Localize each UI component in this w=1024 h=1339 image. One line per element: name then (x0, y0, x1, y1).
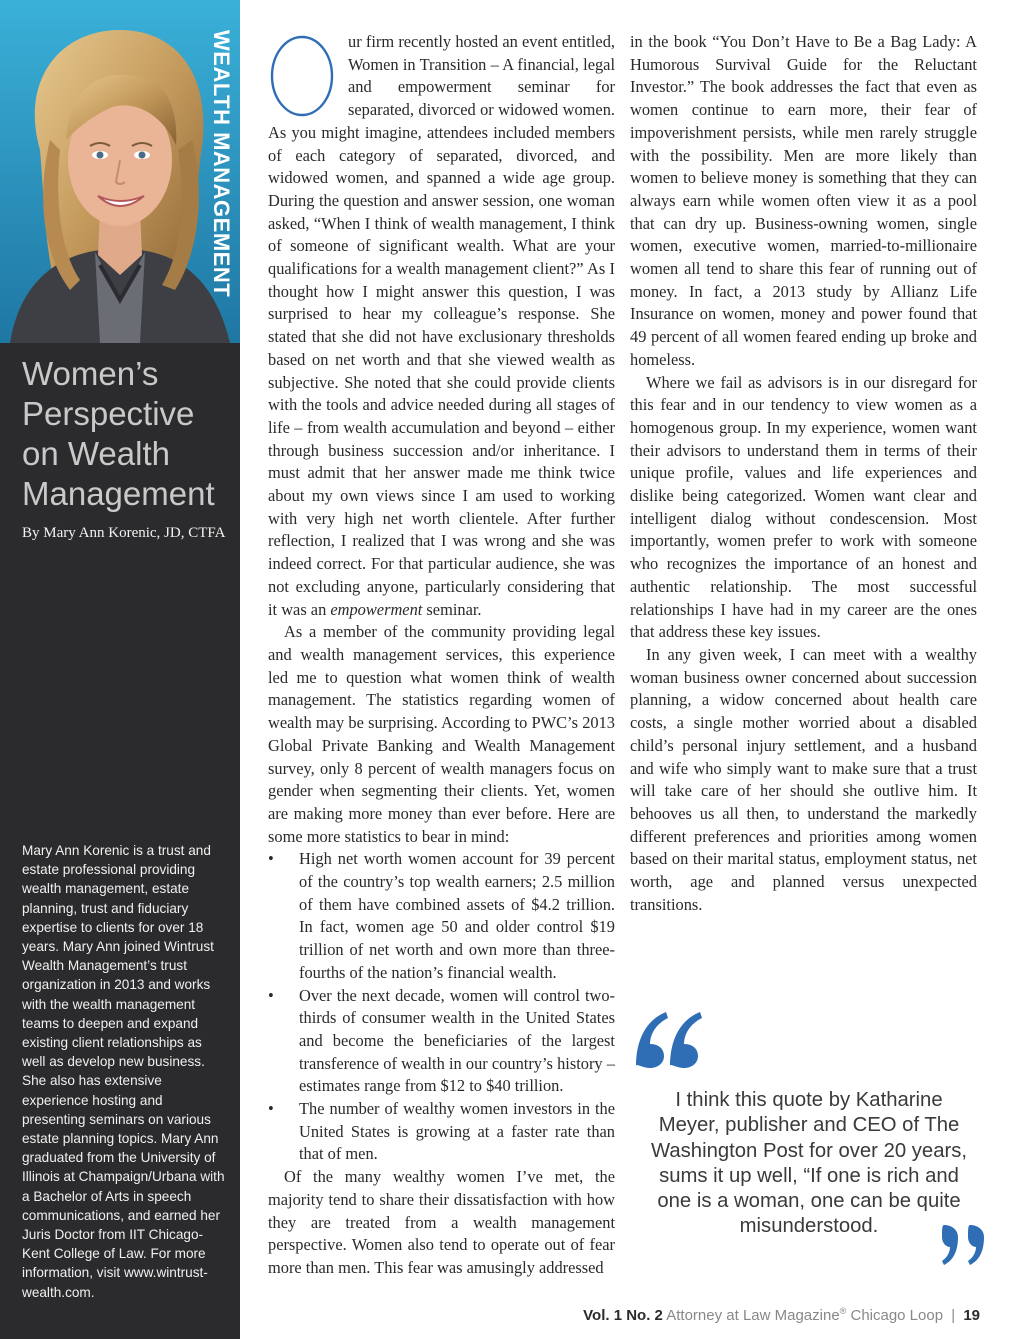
pull-quote: I think this quote by Katharine Meyer, publisher and CEO of The Washington Post for over 20 years, sums it up well, “If one is rich and one is a woman, one can be quite misunderstood. (650, 1089, 967, 1238)
drop-cap (268, 33, 340, 119)
article-column-2 (630, 31, 977, 916)
registered-mark: ® (839, 1306, 847, 1316)
paragraph-1 (268, 31, 615, 621)
paragraph-5: In any given week, I can meet with a wealthy woman business owner concerned about succession planning, a widow concerned about health care costs, a single mother worried about a disabled child’s personal injury settlement, and a husband and wife who simply want to make sure that a trust will take care of her should she outlive him. It behooves us all then, to understand the markedly different preferences and priorities among women based on their marital status, employment status, net worth, age and planned versus unexpected transitions. (630, 644, 977, 914)
volume-label: Vol. 1 No. 2 (583, 1307, 663, 1324)
paragraph-1-emphasis: empowerment (330, 599, 423, 619)
list-item: • The number of wealthy women investors in the United States is growing at a faster rate than that of men. (268, 1098, 615, 1166)
section-label-text: WEALTH MANAGEMENT (209, 30, 234, 298)
drop-cap-o (272, 37, 332, 115)
article-column-1 (268, 31, 615, 1280)
paragraph-1-text: ur firm recently hosted an event entitled, Women in Transition – A financial, legal and empowerment seminar for separated, divorced or widowed women. As you might imagine, attendees included members of each category of separated, divorced, and widowed women, and spanned a wide age group. During the question and answer session, one woman asked, “When I think of wealth management, I think of someone of significant wealth. What are your qualifications for a wealth management client?” As I thought how I might answer this question, I was surprised to hear my colleague’s response. She stated that she did not have exclusionary thresholds based on net worth and that she viewed wealth as subjective. She noted that she could provide clients with the tools and advice needed during all stages of life – from wealth accumulation and beyond – either through business succession and/or inheritance. I must admit that her answer made me think twice about my own views since I am used to working with very high net worth clientele. After further reflection, I realized that I was wrong and she was indeed correct. For that particular audience, she was not excluding anyone, particularly considering that it was an (268, 32, 615, 619)
byline: By Mary Ann Korenic, JD, CTFA (22, 525, 226, 541)
magazine-name-text: Attorney at Law Magazine (666, 1307, 840, 1324)
list-item: • High net worth women account for 39 percent of the country’s top wealth earners; 2.5 million of them have combined assets of $4.2 trillion. In fact, women age 50 and older control $19 trillion of net worth and own more than three-fourths of the nation’s financial wealth. (268, 848, 615, 984)
paragraph-4: Where we fail as advisors is in our disregard for this fear and in our tendency to view women as a homogenous group. In my experience, women want their advisors to understand them in terms of their unique profile, values and life experiences and dislike being categorized. Women want clear and intelligent dialog without condescension. Most importantly, women prefer to work with someone who recognizes the importance of an honest and authentic relationship. The most successful relationships I have had in my career are the ones that address these key issues. (630, 372, 977, 642)
portrait-photo (0, 0, 240, 343)
article-title: Women’s Perspective on Wealth Management (22, 355, 215, 512)
statistics-list (268, 848, 615, 1166)
close-quote-icon (942, 1223, 992, 1267)
page-footer (583, 1306, 980, 1324)
paragraph-3-start: Of the many wealthy women I’ve met, the majority tend to share their dissatisfaction with how they are treated from a wealth management perspective. Women also tend to operate out of fear more than men. This fear was amusingly addressed (268, 1167, 615, 1277)
paragraph-3-continued: in the book “You Don’t Have to Be a Bag Lady: A Humorous Survival Guide for the Reluctant Investor.” The book addresses the fact that even as women continue to earn more, their fear of impoverishment persists, while men rarely struggle with the possibility. Men are more likely than women to believe money is something that they can always earn while women often view it as a pool that can dry up. Business-owning women, single women, executive women, married-to-millionaire women all tend to share this fear of running out of money. In fact, a 2013 study by Allianz Life Insurance on women, money and power found that 49 percent of all women feared ending up broke and homeless. (630, 32, 977, 369)
author-portrait (0, 0, 240, 343)
paragraph-1-end: seminar. (422, 599, 482, 619)
edition-name: Chicago Loop (850, 1307, 944, 1324)
list-item: • Over the next decade, women will control two-thirds of consumer wealth in the United States and become the beneficiaries of the largest transference of wealth in our country’s history – estimates range from $12 to $40 trillion. (268, 985, 615, 1099)
sidebar (0, 0, 240, 1339)
magazine-name (666, 1307, 943, 1324)
paragraph-2: As a member of the community providing legal and wealth management services, this experience led me to question what women think of wealth management. The statistics regarding women of wealth may be surprising. According to PWC’s 2013 Global Private Banking and Wealth Management survey, only 8 percent of wealth managers focus on gender when segmenting their clients. Yet, women are making more money than ever before. Here are some more statistics to bear in mind: (268, 622, 615, 846)
footer-separator: | (951, 1307, 956, 1324)
section-label (206, 30, 236, 320)
author-bio: Mary Ann Korenic is a trust and estate professional providing wealth management, estate planning, trust and fiduciary expertise to clients for over 18 years. Mary Ann joined Wintrust Wealth Management’s trust organization in 2013 and works with the wealth management teams to deepen and expand existing client relationships as well as develop new business. She also has extensive experience hosting and presenting seminars on various estate planning topics. Mary Ann graduated from the University of Illinois at Champaign/Urbana with a Bachelor of Arts in speech communications, and earned her Juris Doctor from IIT Chicago-Kent College of Law. For more information, visit www.wintrust-wealth.com. (22, 843, 225, 1300)
open-quote-icon (632, 1010, 702, 1070)
page-number: 19 (963, 1307, 980, 1324)
